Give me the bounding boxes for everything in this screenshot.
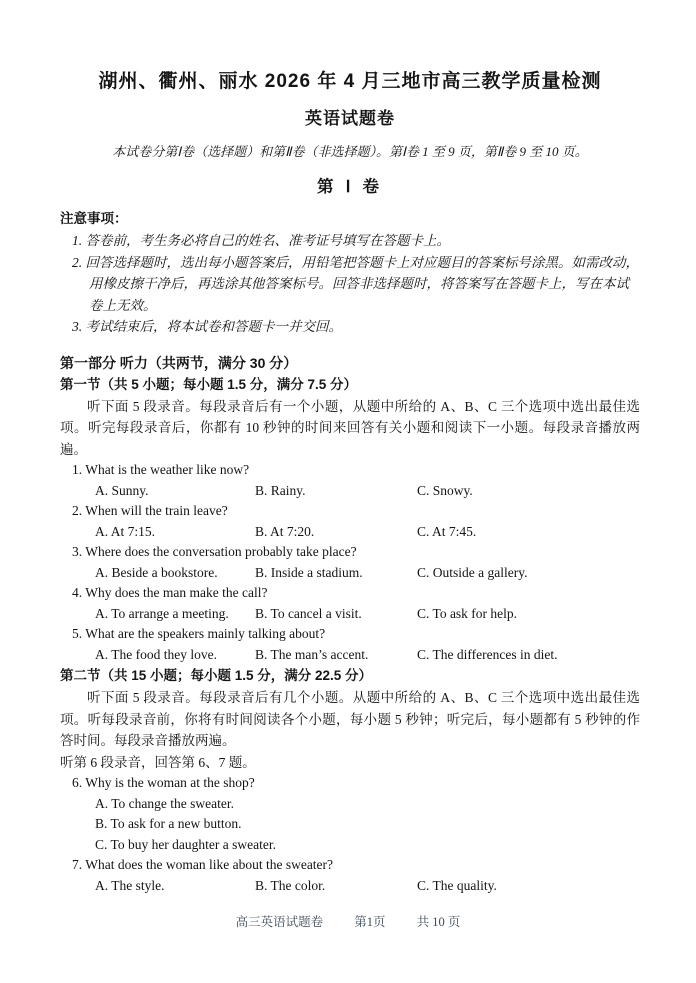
volume-1-heading: 第 Ⅰ 卷 — [316, 177, 384, 196]
question-6-text: 6. Why is the woman at the shop? — [72, 775, 255, 790]
question-4 — [60, 583, 640, 624]
question-1-option-c: C. Snowy. — [417, 482, 473, 498]
question-1-option-b: B. Rainy. — [255, 482, 306, 498]
question-4-option-a: A. To arrange a meeting. — [95, 605, 229, 621]
question-7-option-a: A. The style. — [95, 877, 165, 893]
question-2-option-a: A. At 7:15. — [95, 523, 156, 539]
question-4-option-b: B. To cancel a visit. — [255, 605, 362, 621]
question-7 — [60, 855, 640, 896]
question-5-options — [95, 645, 640, 666]
section2-passage-note: 听第 6 段录音，回答第 6、7 题。 — [60, 754, 256, 770]
question-5-option-b: B. The man’s accent. — [255, 646, 369, 662]
question-4-option-c: C. To ask for help. — [417, 605, 518, 621]
question-2-options — [95, 522, 640, 543]
section2-heading: 第二节（共 15 小题；每小题 1.5 分，满分 22.5 分） — [60, 668, 373, 683]
question-4-options — [95, 604, 640, 625]
question-1-text: 1. What is the weather like now? — [72, 462, 250, 477]
question-2 — [60, 501, 640, 542]
question-4-text: 4. Why does the man make the call? — [72, 585, 268, 600]
question-3-text: 3. Where does the conversation probably take place? — [72, 544, 357, 559]
question-6-option-b: B. To ask for a new button. — [95, 816, 242, 831]
question-5 — [60, 624, 640, 665]
notes-heading: 注意事项： — [60, 211, 128, 226]
question-3-options — [95, 563, 640, 584]
question-7-options — [95, 876, 640, 897]
question-6-option-a: A. To change the sweater. — [95, 795, 235, 811]
question-3 — [60, 542, 640, 583]
section1-heading: 第一节（共 5 小题；每小题 1.5 分，满分 7.5 分） — [60, 376, 358, 392]
question-1 — [60, 460, 640, 501]
question-5-text: 5. What are the speakers mainly talking about? — [72, 626, 326, 641]
question-6 — [60, 773, 640, 855]
footer-doc-name: 高三英语试题卷 — [235, 915, 324, 929]
question-6-option-c: C. To buy her daughter a sweater. — [95, 836, 277, 852]
exam-subtitle: 英语试题卷 — [305, 109, 395, 128]
question-7-option-b: B. The color. — [255, 877, 326, 893]
exam-intro-note: 本试卷分第Ⅰ卷（选择题）和第Ⅱ卷（非选择题）。第Ⅰ卷 1 至 9 页，第Ⅱ卷 9 至 10 页。 — [112, 144, 588, 159]
question-7-option-c: C. The quality. — [417, 877, 497, 893]
part1-heading: 第一部分 听力（共两节，满分 30 分） — [60, 354, 298, 371]
section1-instructions: 听下面 5 段录音。每段录音后有一个小题，从题中所给的 A、B、C 三个选项中选出最佳选项。听完每段录音后，你都有 10 秒钟的时间来回答有关小题和阅读下一小题。每段录音播放两遍。 — [60, 398, 640, 457]
page-footer — [0, 914, 696, 930]
question-5-option-c: C. The differences in diet. — [417, 646, 558, 662]
section2-instructions: 听下面 5 段录音。每段录音后有几个小题。从题中所给的 A、B、C 三个选项中选出最佳选项。听每段录音前，你将有时间阅读各个小题，每小题 5 秒钟；听完后，每小题都有 5 秒钟的作答时间。每段录音播放两遍。 — [60, 690, 640, 748]
question-7-text: 7. What does the woman like about the sweater? — [72, 857, 334, 872]
question-2-text: 2. When will the train leave? — [72, 503, 228, 518]
question-3-option-c: C. Outside a gallery. — [417, 564, 528, 580]
question-5-option-a: A. The food they love. — [95, 646, 217, 662]
exam-title: 湖州、衢州、丽水 2026 年 4 月三地市高三教学质量检测 — [98, 71, 602, 92]
question-3-option-a: A. Beside a bookstore. — [95, 564, 218, 580]
question-1-options — [95, 481, 640, 502]
footer-total-pages: 共 10 页 — [416, 915, 461, 929]
note-item-1: 1. 答卷前，考生务必将自己的姓名、准考证号填写在答题卡上。 — [72, 233, 450, 248]
question-2-option-c: C. At 7:45. — [417, 523, 477, 539]
note-item-3: 3. 考试结束后，将本试卷和答题卡一并交回。 — [72, 319, 342, 334]
question-1-option-a: A. Sunny. — [95, 482, 149, 498]
question-2-option-b: B. At 7:20. — [255, 523, 315, 539]
question-6-options — [95, 794, 640, 856]
footer-page-number: 第1页 — [354, 915, 386, 929]
question-3-option-b: B. Inside a stadium. — [255, 564, 363, 580]
note-item-2: 2. 回答选择题时，选出每小题答案后，用铅笔把答题卡上对应题目的答案标号涂黑。如需改动，用橡皮擦干净后，再选涂其他答案标号。回答非选择题时，将答案写在答题卡上，写在本试卷上无效。 — [72, 254, 639, 313]
